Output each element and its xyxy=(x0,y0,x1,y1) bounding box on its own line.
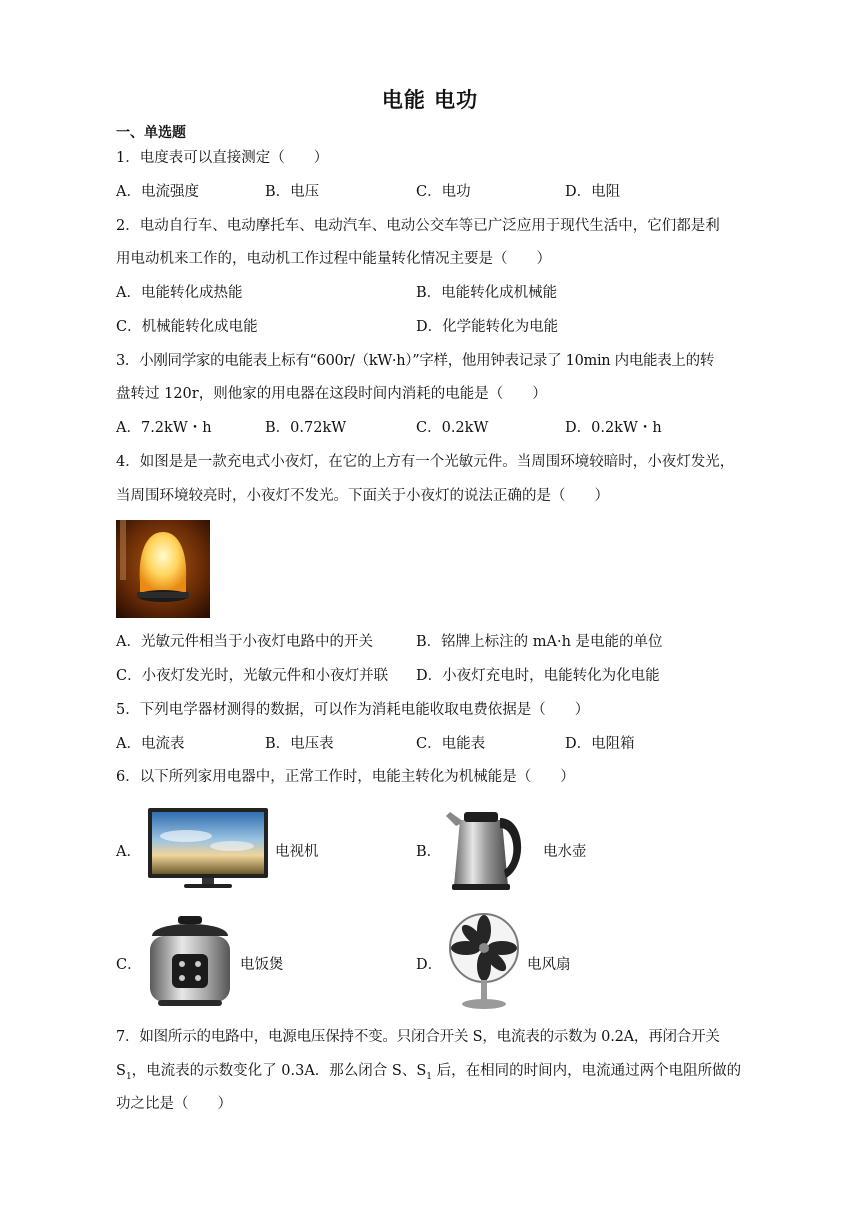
q6-option-a-letter[interactable]: A． xyxy=(116,844,141,860)
q4-option-a[interactable]: A．光敏元件相当于小夜灯电路中的开关 xyxy=(116,634,373,650)
q5-option-a[interactable]: A．电流表 xyxy=(116,736,185,752)
section-heading: 一、单选题 xyxy=(116,125,186,141)
q6-option-d-letter[interactable]: D． xyxy=(416,957,443,973)
electric-fan-image xyxy=(446,912,522,1010)
q2-stem-line1: 2．电动自行车、电动摩托车、电动汽车、电动公交车等已广泛应用于现代生活中，它们都是利 xyxy=(116,218,720,234)
q5-option-b[interactable]: B．电压表 xyxy=(265,736,334,752)
q5-option-d[interactable]: D．电阻箱 xyxy=(565,736,635,752)
page-title: 电能 电功 xyxy=(381,88,479,112)
q3-option-a[interactable]: A．7.2kW・h xyxy=(116,420,212,436)
q7-sub-2: 1 xyxy=(426,1071,433,1082)
q6-option-a-label: 电视机 xyxy=(275,844,319,860)
night-lamp-image xyxy=(116,520,210,618)
q1-stem: 1．电度表可以直接测定（ ） xyxy=(116,150,329,166)
q2-option-d[interactable]: D．化学能转化为电能 xyxy=(416,319,559,335)
kettle-image xyxy=(442,806,534,894)
q3-stem-line1: 3．小刚同学家的电能表上标有“600r/（kW·h）”字样，他用钟表记录了 10min 内电能表上的转 xyxy=(116,353,715,369)
q3-option-b[interactable]: B．0.72kW xyxy=(265,420,347,436)
q2-option-c[interactable]: C．机械能转化成电能 xyxy=(116,319,258,335)
q5-option-c[interactable]: C．电能表 xyxy=(416,736,486,752)
q2-option-b[interactable]: B．电能转化成机械能 xyxy=(416,285,558,301)
q4-option-d[interactable]: D．小夜灯充电时，电能转化为化电能 xyxy=(416,668,660,684)
rice-cooker-image xyxy=(144,914,236,1010)
q7-s-text: S xyxy=(116,1063,126,1079)
q6-option-b-label: 电水壶 xyxy=(543,844,587,860)
q3-stem-line2: 盘转过 120r，则他家的用电器在这段时间内消耗的电能是（ ） xyxy=(116,386,547,402)
q2-stem-line2: 用电动机来工作的，电动机工作过程中能量转化情况主要是（ ） xyxy=(116,251,551,267)
q6-stem: 6．以下所列家用电器中，正常工作时，电能主转化为机械能是（ ） xyxy=(116,769,575,785)
q7-stem-line1: 7．如图所示的电路中，电源电压保持不变。只闭合开关 S，电流表的示数为 0.2A，再闭合开关 xyxy=(116,1029,720,1045)
q6-option-d-label: 电风扇 xyxy=(527,957,571,973)
tv-image xyxy=(146,806,270,892)
q4-option-c[interactable]: C．小夜灯发光时，光敏元件和小夜灯并联 xyxy=(116,668,389,684)
q6-option-b-letter[interactable]: B． xyxy=(416,844,442,860)
q5-stem: 5．下列电学器材测得的数据，可以作为消耗电能收取电费依据是（ ） xyxy=(116,702,590,718)
q7-stem-line3: 功之比是（ ） xyxy=(116,1096,232,1112)
q2-option-a[interactable]: A．电能转化成热能 xyxy=(116,285,243,301)
q1-option-b[interactable]: B．电压 xyxy=(265,184,320,200)
q7-stem-line2 xyxy=(116,1061,748,1087)
q4-stem-line2: 当周围环境较亮时，小夜灯不发光。下面关于小夜灯的说法正确的是（ ） xyxy=(116,488,609,504)
q4-stem-line1: 4．如图是是一款充电式小夜灯，在它的上方有一个光敏元件。当周围环境较暗时，小夜灯发光， xyxy=(116,454,735,470)
q1-option-d[interactable]: D．电阻 xyxy=(565,184,621,200)
q7-line2-mid: ，电流表的示数变化了 0.3A．那么闭合 S、S xyxy=(131,1063,427,1079)
q6-option-c-label: 电饭煲 xyxy=(240,957,284,973)
q1-option-a[interactable]: A．电流强度 xyxy=(116,184,199,200)
q3-option-d[interactable]: D．0.2kW・h xyxy=(565,420,662,436)
q6-option-c-letter[interactable]: C． xyxy=(116,957,142,973)
q7-sub-1: 1 xyxy=(125,1071,132,1082)
q4-option-b[interactable]: B．铭牌上标注的 mA·h 是电能的单位 xyxy=(416,634,663,650)
q1-option-c[interactable]: C．电功 xyxy=(416,184,471,200)
q3-option-c[interactable]: C．0.2kW xyxy=(416,420,489,436)
q7-line2-end: 后，在相同的时间内，电流通过两个电阻所做的 xyxy=(432,1063,742,1079)
